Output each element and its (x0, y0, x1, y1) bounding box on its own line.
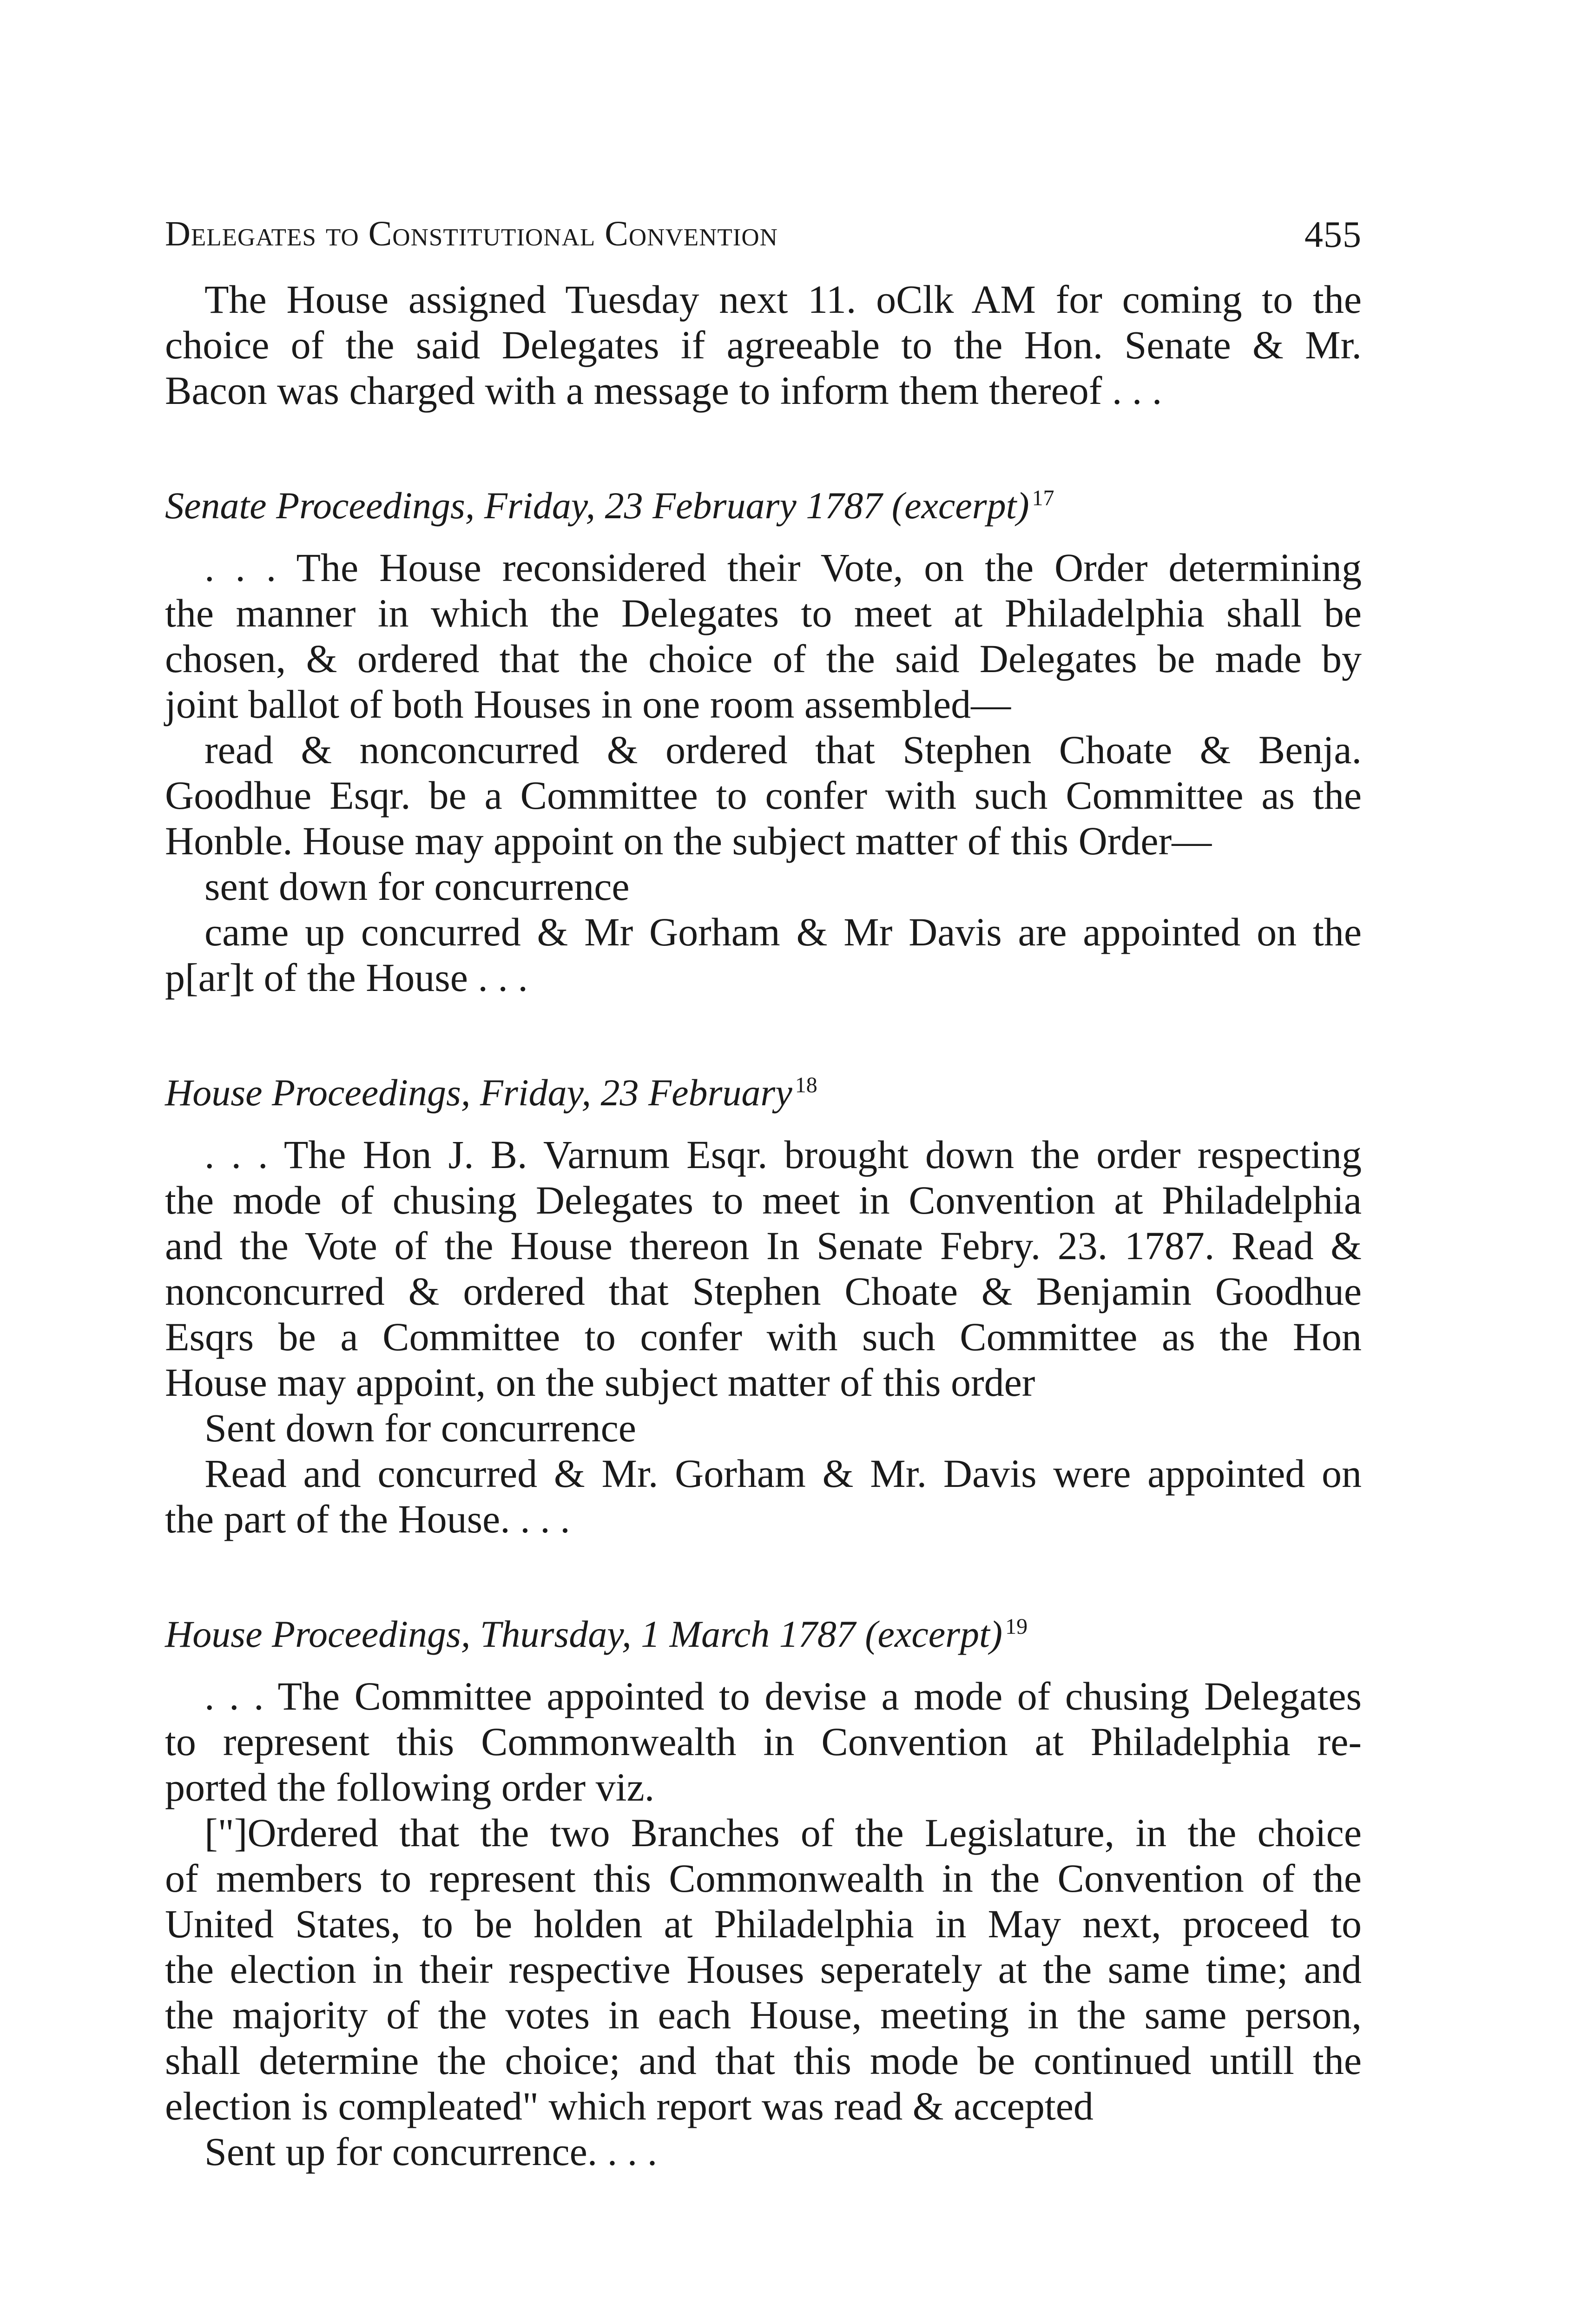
text-line: Read and concurred & Mr. Gorham & Mr. Davis were appointed on (204, 1451, 1362, 1496)
text-line: the majority of the votes in each House, meeting in the same person, (165, 1993, 1362, 2037)
text-line: . . . The Hon J. B. Varnum Esqr. brought down the order respecting (204, 1132, 1362, 1177)
text-line: of members to represent this Commonwealth in the Convention of the (165, 1856, 1362, 1901)
text-line: nonconcurred & ordered that Stephen Choate & Benjamin Goodhue (165, 1269, 1362, 1314)
section-body-house-mar1 (165, 1673, 1362, 2174)
heading-text: Senate Proceedings, Friday, 23 February 1787 (excerpt) (165, 484, 1029, 527)
heading-text: House Proceedings, Friday, 23 February (165, 1071, 792, 1114)
text-line: shall determine the choice; and that this mode be continued untill the (165, 2038, 1362, 2083)
section-heading-senate-feb23 (165, 483, 1362, 528)
text-line: ported the following order viz. (165, 1765, 655, 1809)
text-line: chosen, & ordered that the choice of the said Delegates be made by (165, 636, 1362, 681)
text-line: election is compleated" which report was read & accepted (165, 2084, 1094, 2128)
text-line: read & nonconcurred & ordered that Stephen Choate & Benja. (204, 727, 1362, 772)
running-head (165, 205, 1362, 260)
text-line: . . . The Committee appointed to devise a mode of chusing Delegates (204, 1674, 1362, 1718)
text-line: and the Vote of the House thereon In Senate Febry. 23. 1787. Read & (165, 1223, 1362, 1268)
text-line: Sent up for concurrence. . . . (204, 2129, 658, 2174)
text-line: p[ar]t of the House . . . (165, 955, 528, 1000)
text-line: Esqrs be a Committee to confer with such Committee as the Hon (165, 1314, 1362, 1359)
section-body-house-feb23 (165, 1132, 1362, 1542)
text-line: sent down for concurrence (204, 864, 630, 909)
text-line: Goodhue Esqr. be a Committee to confer with such Committee as the (165, 773, 1362, 818)
section-heading-house-feb23 (165, 1070, 1362, 1116)
paragraph-house-assigned (165, 277, 1362, 413)
text-line: choice of the said Delegates if agreeable to the Hon. Senate & Mr. (165, 323, 1362, 367)
running-title: Delegates to Constitutional Convention (165, 214, 778, 253)
text-line: joint ballot of both Houses in one room assembled— (165, 682, 1011, 726)
text-line: to represent this Commonwealth in Convention at Philadelphia re- (165, 1719, 1362, 1764)
footnote-ref: 18 (795, 1072, 817, 1097)
text-line: came up concurred & Mr Gorham & Mr Davis are appointed on the (204, 910, 1362, 954)
section-body-senate-feb23 (165, 545, 1362, 1000)
text-line: the part of the House. . . . (165, 1497, 570, 1541)
text-line: The House assigned Tuesday next 11. oClk AM for coming to the (204, 277, 1362, 322)
text-line: the manner in which the Delegates to meet at Philadelphia shall be (165, 591, 1362, 635)
text-line: Bacon was charged with a message to inform them thereof . . . (165, 368, 1162, 413)
text-line: the election in their respective Houses seperately at the same time; and (165, 1947, 1362, 1992)
text-line: Honble. House may appoint on the subject matter of this Order— (165, 819, 1212, 863)
text-line: . . . The House reconsidered their Vote, on the Order determining (204, 545, 1362, 590)
text-line: Sent down for concurrence (204, 1406, 636, 1450)
text-line: the mode of chusing Delegates to meet in Convention at Philadelphia (165, 1178, 1362, 1222)
text-line: House may appoint, on the subject matter of this order (165, 1360, 1035, 1405)
page-number: 455 (1304, 214, 1362, 255)
footnote-ref: 19 (1005, 1614, 1028, 1639)
document-page (165, 205, 1362, 2174)
text-line: United States, to be holden at Philadelphia in May next, proceed to (165, 1901, 1362, 1946)
heading-text: House Proceedings, Thursday, 1 March 1787 (excerpt) (165, 1613, 1003, 1655)
text-line: ["]Ordered that the two Branches of the Legislature, in the choice (204, 1810, 1362, 1855)
section-heading-house-mar1 (165, 1611, 1362, 1657)
footnote-ref: 17 (1032, 485, 1054, 510)
